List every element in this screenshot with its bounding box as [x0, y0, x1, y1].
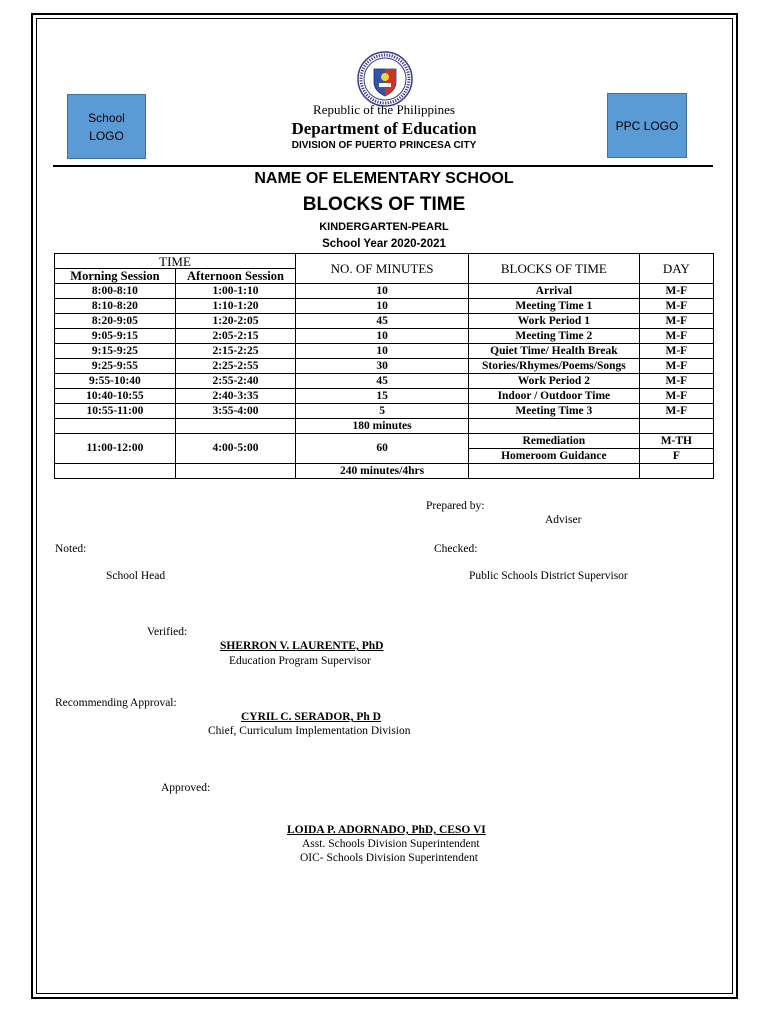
day-cell: M-F [639, 314, 713, 329]
recommending-title: Chief, Curriculum Implementation Division [208, 725, 411, 737]
morning-cell: 9:05-9:15 [55, 329, 176, 344]
table-row [55, 284, 714, 299]
morning-cell: 9:55-10:40 [55, 374, 176, 389]
block-cell: Work Period 1 [469, 314, 640, 329]
minutes-cell: 60 [296, 434, 469, 464]
division-text: DIVISION OF PUERTO PRINCESA CITY [291, 140, 477, 151]
approved-title-1: Asst. Schools Division Superintendent [302, 838, 480, 850]
school-name: NAME OF ELEMENTARY SCHOOL [254, 170, 514, 187]
table-row [55, 329, 714, 344]
verified-label: Verified: [147, 626, 188, 638]
total-cell: 240 minutes/4hrs [296, 464, 469, 479]
block-cell: Meeting Time 2 [469, 329, 640, 344]
minutes-cell: 10 [296, 299, 469, 314]
block-cell: Homeroom Guidance [469, 449, 640, 464]
afternoon-cell: 2:05-2:15 [175, 329, 295, 344]
morning-cell: 9:25-9:55 [55, 359, 176, 374]
block-cell: Meeting Time 3 [469, 404, 640, 419]
day-cell: M-F [639, 374, 713, 389]
block-cell: Remediation [469, 434, 640, 449]
afternoon-cell: 3:55-4:00 [175, 404, 295, 419]
day-cell: M-F [639, 404, 713, 419]
remedial-row [55, 434, 714, 449]
day-cell: M-F [639, 344, 713, 359]
recommending-label: Recommending Approval: [55, 697, 177, 709]
afternoon-cell: 1:20-2:05 [175, 314, 295, 329]
minutes-cell: 5 [296, 404, 469, 419]
morning-cell: 8:10-8:20 [55, 299, 176, 314]
minutes-cell: 45 [296, 314, 469, 329]
table-row [55, 314, 714, 329]
afternoon-cell: 2:15-2:25 [175, 344, 295, 359]
afternoon-header: Afternoon Session [175, 269, 295, 284]
day-cell: M-F [639, 359, 713, 374]
morning-header: Morning Session [55, 269, 176, 284]
minutes-header: NO. OF MINUTES [296, 254, 469, 284]
afternoon-cell: 2:40-3:35 [175, 389, 295, 404]
adviser-title: Adviser [545, 514, 582, 526]
approved-label: Approved: [161, 782, 211, 794]
minutes-cell: 15 [296, 389, 469, 404]
page-title: BLOCKS OF TIME [302, 194, 466, 215]
school-logo-label: School LOGO [88, 110, 125, 143]
table-row [55, 374, 714, 389]
deped-seal-icon [357, 51, 413, 107]
noted-label: Noted: [55, 543, 87, 555]
day-cell: M-F [639, 284, 713, 299]
block-cell: Indoor / Outdoor Time [469, 389, 640, 404]
day-header: DAY [639, 254, 713, 284]
table-row [55, 389, 714, 404]
approved-name: LOIDA P. ADORNADO, PhD, CESO VI [287, 824, 486, 836]
blocks-header: BLOCKS OF TIME [469, 254, 640, 284]
prepared-label: Prepared by: [426, 500, 485, 512]
recommending-name: CYRIL C. SERADOR, Ph D [241, 711, 381, 723]
block-cell: Stories/Rhymes/Poems/Songs [469, 359, 640, 374]
department-title: Department of Education [291, 119, 477, 138]
block-cell: Arrival [469, 284, 640, 299]
table-row [55, 359, 714, 374]
afternoon-cell: 2:55-2:40 [175, 374, 295, 389]
morning-cell: 8:20-9:05 [55, 314, 176, 329]
table-row [55, 404, 714, 419]
total-row [55, 464, 714, 479]
table-header-row [55, 254, 714, 269]
minutes-cell: 10 [296, 344, 469, 359]
morning-cell: 10:55-11:00 [55, 404, 176, 419]
day-cell: F [639, 449, 713, 464]
table-row [55, 299, 714, 314]
afternoon-cell: 1:00-1:10 [175, 284, 295, 299]
checked-label: Checked: [434, 543, 478, 555]
school-year: School Year 2020-2021 [322, 238, 446, 250]
block-cell: Work Period 2 [469, 374, 640, 389]
day-cell: M-TH [639, 434, 713, 449]
republic-text: Republic of the Philippines [313, 102, 455, 117]
verified-name: SHERRON V. LAURENTE, PhD [220, 640, 384, 652]
afternoon-cell: 4:00-5:00 [175, 434, 295, 464]
section-name: KINDERGARTEN-PEARL [319, 221, 449, 233]
time-header: TIME [55, 254, 296, 269]
day-cell: M-F [639, 329, 713, 344]
subtotal-row [55, 419, 714, 434]
minutes-cell: 10 [296, 284, 469, 299]
ppc-logo-label: PPC LOGO [615, 118, 679, 133]
block-cell: Quiet Time/ Health Break [469, 344, 640, 359]
minutes-cell: 45 [296, 374, 469, 389]
table-row [55, 344, 714, 359]
day-cell: M-F [639, 299, 713, 314]
morning-cell: 9:15-9:25 [55, 344, 176, 359]
subtotal-cell: 180 minutes [296, 419, 469, 434]
schedule-table [54, 253, 714, 479]
district-supervisor-title: Public Schools District Supervisor [469, 570, 628, 582]
day-cell: M-F [639, 389, 713, 404]
afternoon-cell: 1:10-1:20 [175, 299, 295, 314]
morning-cell: 11:00-12:00 [55, 434, 176, 464]
approved-title-2: OIC- Schools Division Superintendent [300, 852, 478, 864]
header-divider [53, 165, 713, 167]
afternoon-cell: 2:25-2:55 [175, 359, 295, 374]
block-cell: Meeting Time 1 [469, 299, 640, 314]
minutes-cell: 10 [296, 329, 469, 344]
minutes-cell: 30 [296, 359, 469, 374]
school-head-title: School Head [106, 570, 166, 582]
verified-title: Education Program Supervisor [229, 655, 371, 667]
morning-cell: 8:00-8:10 [55, 284, 176, 299]
morning-cell: 10:40-10:55 [55, 389, 176, 404]
